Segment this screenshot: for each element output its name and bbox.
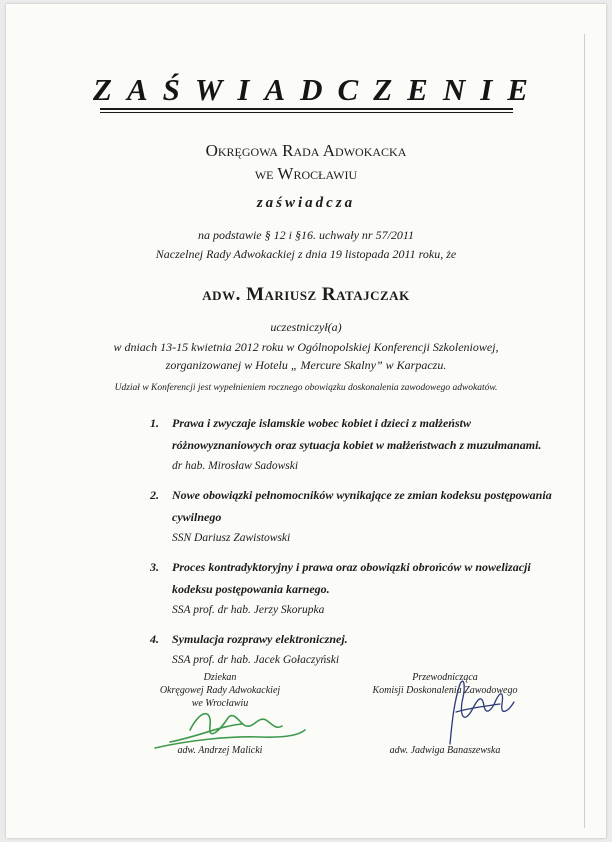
topic-item [150,628,570,670]
signatory-body: Okręgowej Rady Adwokackiej [159,685,281,696]
topic-item [150,556,570,620]
recipient-name: adw. Mariusz Ratajczak [202,284,410,305]
certifies-heading: zaświadcza [256,195,356,211]
topic-lecturer: SSN Dariusz Zawistowski [172,532,291,544]
topic-number: 4. [150,632,159,646]
topic-lecturer: SSA prof. dr hab. Jacek Gołaczyński [172,654,340,666]
topic-item [150,412,570,476]
topics-list [150,412,570,678]
legal-basis-line2: Naczelnej Rady Adwokackiej z dnia 19 listopada 2011 roku, że [155,247,457,261]
signatory-name-dean: adw. Andrzej Malicki [177,745,263,756]
topic-item [150,484,570,548]
signatory-city: we Wrocławiu [191,698,249,709]
topic-number: 1. [150,416,159,430]
topic-title: Proces kontradyktoryjny i prawa oraz obowiązki obrońców w nowelizacji kodeksu postępowania karnego. [172,560,531,596]
signatory-role: Przewodnicząca [412,672,478,683]
signatory-body: Komisji Doskonalenia Zawodowego [372,685,518,696]
organization-city: we Wrocławiu [254,164,358,183]
topic-title: Nowe obowiązki pełnomocników wynikające ze zmian kodeksu postępowania cywilnego [172,488,552,524]
document-title: ZAŚWIADCZENIE [93,72,543,107]
conference-venue: zorganizowanej w Hotelu „ Mercure Skalny” w Karpaczu. [165,358,447,372]
title-underline [100,108,513,110]
title-underline-thin [100,112,513,113]
organization-name: Okręgowa Rada Adwokacka [205,141,407,160]
handwritten-signature-blue [430,672,540,752]
topic-lecturer: dr hab. Mirosław Sadowski [172,460,299,472]
topic-number: 3. [150,560,159,574]
conference-dates: w dniach 13-15 kwietnia 2012 roku w Ogólnopolskiej Konferencji Szkoleniowej, [113,340,499,354]
obligation-note: Udział w Konferencji jest wypełnieniem rocznego obowiązku doskonalenia zawodowego adwokatów. [114,383,498,393]
topic-lecturer: SSA prof. dr hab. Jerzy Skorupka [172,604,325,616]
topic-number: 2. [150,488,159,502]
handwritten-signature-green [150,690,310,760]
signatory-role: Dziekan [203,672,237,683]
participated-label: uczestniczył(a) [270,320,342,334]
topic-title: Prawa i zwyczaje islamskie wobec kobiet i dzieci z małżeństw różnowyznaniowych oraz sytuacja kobiet w małżeństwach z muzułmanami. [172,416,542,452]
topic-title: Symulacja rozprawy elektronicznej. [172,632,348,646]
legal-basis-line1: na podstawie § 12 i §16. uchwały nr 57/2011 [197,228,415,242]
signatory-name-chair: adw. Jadwiga Banaszewska [389,745,501,756]
